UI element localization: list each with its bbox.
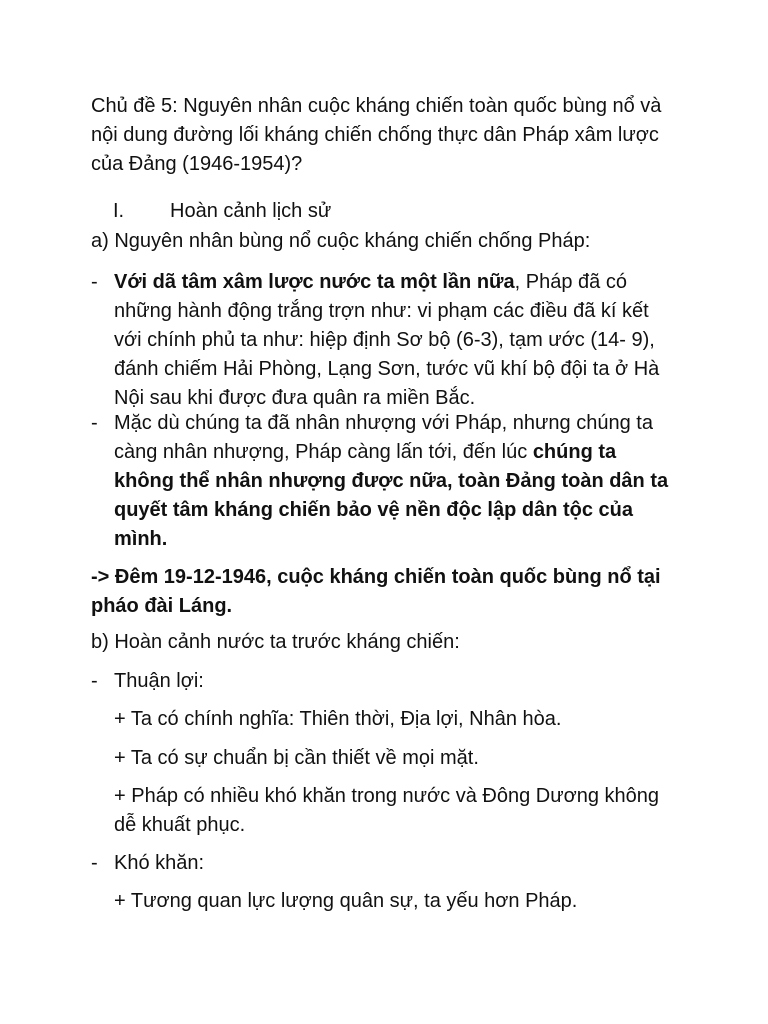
comma: , <box>446 470 459 492</box>
advantage-point-3: + Pháp có nhiều khó khăn trong nước và Đông Dương không dễ khuất phục. <box>114 785 660 836</box>
bullet-label: Thuận lợi: <box>114 670 204 692</box>
conclusion-text: -> Đêm 19-12-1946, cuộc kháng chiến toàn quốc bùng nổ tại pháo đài Láng. <box>91 566 661 617</box>
advantage-point-1: + Ta có chính nghĩa: Thiên thời, Địa lợi, Nhân hòa. <box>114 708 562 730</box>
item-b-heading: b) Hoàn cảnh nước ta trước kháng chiến: <box>91 631 460 653</box>
advantage-point-2: + Ta có sự chuẩn bị cần thiết về mọi mặt. <box>114 747 479 769</box>
bullet-label: Khó khăn: <box>114 852 205 874</box>
section-label: Hoàn cảnh lịch sử <box>170 200 332 222</box>
plain-text: Mặc dù chúng ta đã nhân nhượng với Pháp, nhưng chúng ta càng nhân nhượng, Pháp càng lấn tới, đến lúc <box>114 412 653 463</box>
bold-phrase: Với dã tâm xâm lược nước ta một lần nữa <box>114 271 515 293</box>
document-title: Chủ đề 5: Nguyên nhân cuộc kháng chiến toàn quốc bùng nổ và nội dung đường lối kháng chiến chống thực dân Pháp xâm lược của Đảng (1946-1954)? <box>91 95 662 175</box>
bullet-text <box>114 409 674 554</box>
bullet-text <box>114 268 674 413</box>
plain-text: , Pháp đã có những hành động trắng trợn như: vi phạm các điều đã kí kết với chính phủ ta như: hiệp định Sơ bộ (6-3), tạm ước (14- 9), đánh chiếm Hải Phòng, Lạng Sơn, tước vũ khí bộ đội ta ở Hà Nội sau khi được đưa quân ra miền Bắc. <box>114 271 660 409</box>
item-a-heading: a) Nguyên nhân bùng nổ cuộc kháng chiến chống Pháp: <box>91 230 591 252</box>
difficulty-point-1: + Tương quan lực lượng quân sự, ta yếu hơn Pháp. <box>114 890 578 912</box>
bold-phrase: toàn Đảng toàn dân ta quyết tâm kháng chiến bảo vệ nền độc lập dân tộc của mình. <box>114 470 669 550</box>
bullet-dash: - <box>91 412 98 434</box>
section-heading-I <box>113 197 331 226</box>
bullet-dash: - <box>91 670 98 692</box>
section-number: I. <box>113 200 125 222</box>
bullet-dash: - <box>91 852 98 874</box>
bullet-dash: - <box>91 271 98 293</box>
bold-phrase: chúng ta không thể nhân nhượng được nữa <box>114 441 617 492</box>
